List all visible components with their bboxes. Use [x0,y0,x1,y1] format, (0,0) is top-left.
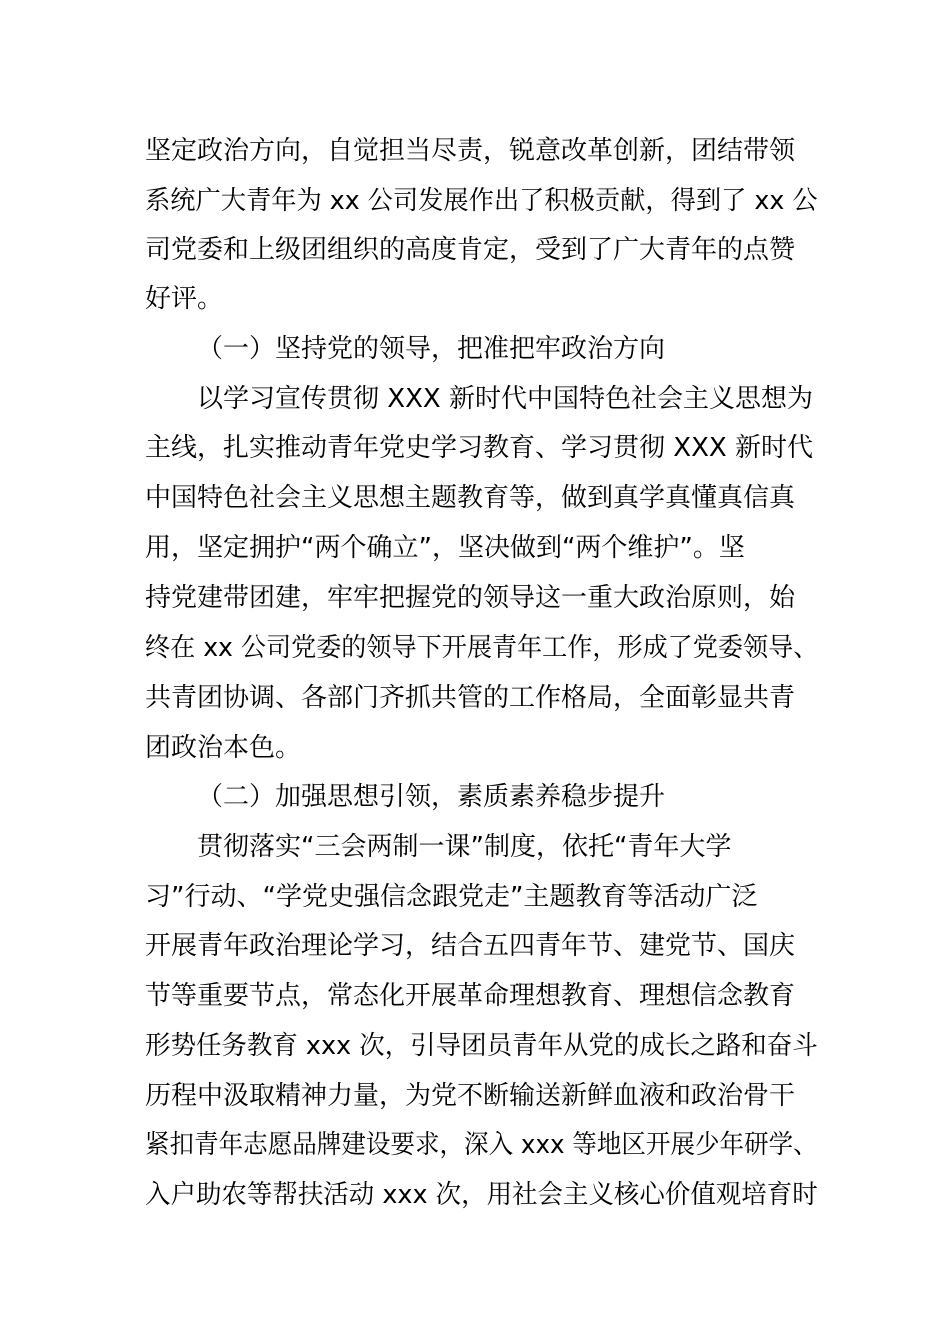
text-line: 紧扣青年志愿品牌建设要求，深入 xxx 等地区开展少年研学、 [145,1130,818,1160]
text-line: 持党建带团建，牢牢把握党的领导这一重大政治原则，始 [145,583,796,613]
text-line: 用，坚定拥护“两个确立”，坚决做到“两个维护”。坚 [145,533,745,563]
text-line: 系统广大青年为 xx 公司发展作出了积极贡献，得到了 xx 公 [145,186,818,216]
text-line: 主线，扎实推动青年党史学习教育、学习贯彻 XXX 新时代 [145,433,813,463]
text-line: 开展青年政治理论学习，结合五四青年节、建党节、国庆 [145,931,796,961]
text-line: 形势任务教育 xxx 次，引导团员青年从党的成长之路和奋斗 [145,1031,818,1061]
text-line: 终在 xx 公司党委的领导下开展青年工作，形成了党委领导、 [145,633,819,663]
text-line: 坚定政治方向，自觉担当尽责，锐意改革创新，团结带领 [145,136,796,166]
text-line: 以学习宣传贯彻 XXX 新时代中国特色社会主义思想为 [197,384,813,414]
text-line: 团政治本色。 [145,733,302,763]
text-line: 入户助农等帮扶活动 xxx 次，用社会主义核心价值观培育时 [145,1180,818,1210]
section-heading-1: （一）坚持党的领导，把准把牢政治方向 [197,334,666,364]
section-heading-2: （二）加强思想引领，素质素养稳步提升 [197,782,666,812]
text-line: 历程中汲取精神力量，为党不断输送新鲜血液和政治骨干 [145,1081,796,1111]
text-line: 共青团协调、各部门齐抓共管的工作格局，全面彰显共青 [145,683,796,713]
text-line: 好评。 [145,284,224,314]
text-line: 司党委和上级团组织的高度肯定，受到了广大青年的点赞 [145,235,796,265]
text-line: 贯彻落实“三会两制一课”制度，依托“青年大学 [197,832,732,862]
text-line: 节等重要节点，常态化开展革命理想教育、理想信念教育 [145,981,796,1011]
text-line: 习”行动、“学党史强信念跟党走”主题教育等活动广泛 [145,882,758,912]
text-line: 中国特色社会主义思想主题教育等，做到真学真懂真信真 [145,483,796,513]
